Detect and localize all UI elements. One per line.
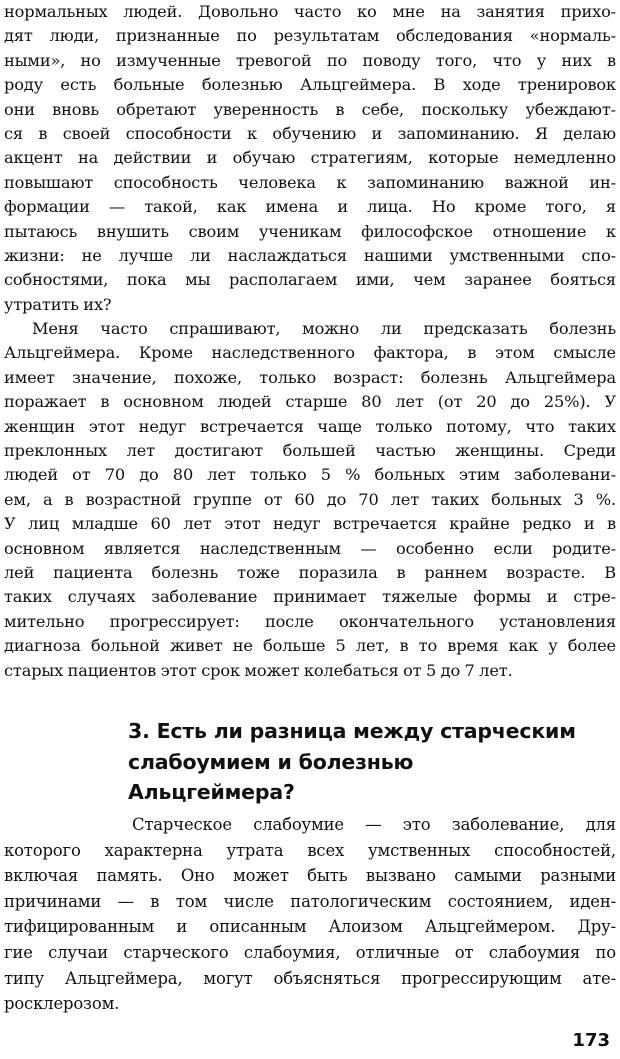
text-line: которого характерна утрата всех умственных способностей,: [4, 840, 616, 860]
text-line: преклонных лет достигают большей частью женщины. Среди: [4, 441, 616, 461]
text-line: причинами — в том числе патологическим состоянием, иден-: [4, 891, 616, 911]
text-line: тифицированным и описанным Алоизом Альцгеймером. Дру-: [4, 917, 616, 937]
page-number: 173: [572, 1030, 610, 1051]
text-line: Альцгеймера. Кроме наследственного фактора, в этом смысле: [4, 343, 616, 363]
text-line: Меня часто спрашивают, можно ли предсказать болезнь: [32, 319, 616, 339]
heading-line: слабоумием и болезнью: [128, 749, 414, 774]
paragraph-2: [4, 317, 616, 683]
text-line: лей пациента болезнь тоже поразила в раннем возрасте. В: [4, 562, 616, 582]
text-line: женщин этот недуг встречается чаще только потому, что таких: [4, 416, 616, 436]
text-line: имеет значение, похоже, только возраст: болезнь Альцгеймера: [4, 367, 616, 387]
paragraph-3: [4, 812, 616, 1017]
text-line: мительно прогрессирует: после окончательного установления: [4, 611, 616, 631]
text-line: нормальных людей. Довольно часто ко мне на занятия прихо-: [4, 2, 616, 21]
text-line: дят люди, признанные по результатам обследования «нормаль-: [4, 26, 616, 46]
text-line: включая память. Оно может быть вызвано самыми разными: [4, 866, 616, 886]
heading-line: Альцгеймера?: [128, 780, 295, 804]
text-line: Старческое слабоумие — это заболевание, для: [132, 815, 616, 834]
text-line: пытаюсь внушить своим ученикам философское отношение к: [4, 221, 616, 241]
text-line: собностями, пока мы располагаем ими, чем заранее бояться: [4, 270, 616, 290]
body-text-top: [4, 0, 616, 683]
text-line: утратить их?: [4, 294, 112, 314]
text-line: поражает в основном людей старше 80 лет (от 20 до 25%). У: [4, 392, 616, 412]
text-line: старых пациентов этот срок может колебаться от 5 до 7 лет.: [4, 660, 513, 680]
text-line: росклерозом.: [4, 994, 120, 1014]
text-line: людей от 70 до 80 лет только 5 % больных этим заболевани-: [4, 465, 616, 485]
text-line: роду есть больные болезнью Альцгеймера. В ходе тренировок: [4, 75, 616, 95]
text-line: ем, а в возрастной группе от 60 до 70 лет таких больных 3 %.: [4, 489, 616, 509]
text-line: У лиц младше 60 лет этот недуг встречается крайне редко и в: [4, 514, 616, 534]
text-line: формации — такой, как имена и лица. Но кроме того, я: [4, 197, 616, 217]
heading-line: 3. Есть ли разница между старческим: [128, 719, 576, 743]
text-line: типу Альцгеймера, могут объясняться прогрессирующим ате-: [4, 968, 616, 988]
text-line: жизни: не лучше ли наслаждаться нашими умственными спо-: [4, 245, 616, 265]
text-line: диагноза больной живет не больше 5 лет, в то время как у более: [4, 636, 616, 656]
text-line: они вновь обретают уверенность в себе, поскольку убеждают-: [4, 99, 616, 119]
text-line: таких случаях заболевание принимает тяжелые формы и стре-: [4, 587, 616, 607]
text-line: акцент на действии и обучаю стратегиям, которые немедленно: [4, 148, 616, 168]
section-heading: [128, 716, 608, 808]
text-line: гие случаи старческого слабоумия, отличные от слабоумия по: [4, 942, 616, 962]
text-line: ными», но измученные тревогой по поводу того, что у них в: [4, 50, 616, 70]
text-line: основном является наследственным — особенно если родите-: [4, 538, 616, 558]
text-line: ся в своей способности к обучению и запоминанию. Я делаю: [4, 123, 616, 143]
paragraph-1: [4, 0, 616, 317]
text-line: повышают способность человека к запоминанию важной ин-: [4, 172, 616, 192]
